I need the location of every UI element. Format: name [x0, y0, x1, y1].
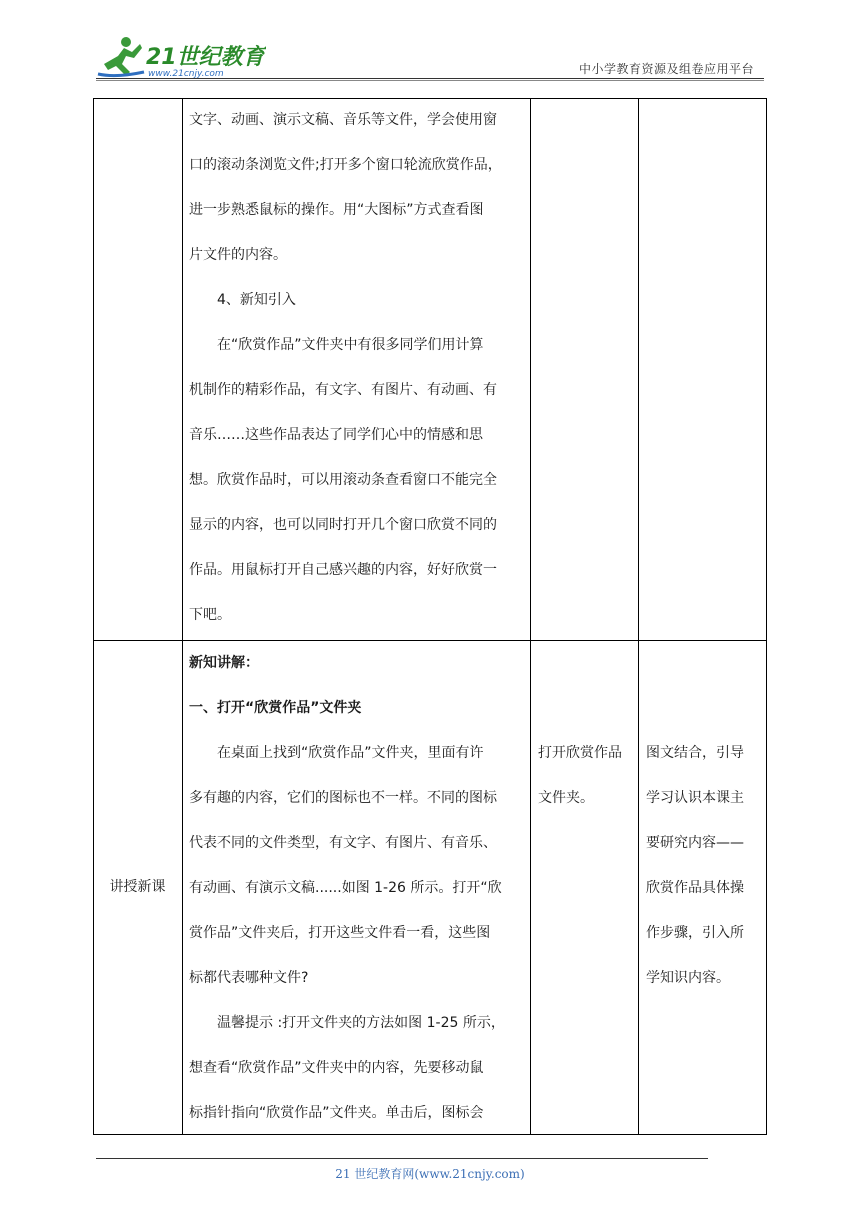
header-divider-thin [96, 80, 764, 81]
paragraph-line: 想查看“欣赏作品”文件夹中的内容，先要移动鼠 [189, 1060, 484, 1076]
runner-icon [98, 37, 144, 76]
logo-text: 21世纪教育 [146, 45, 265, 70]
paragraph-line: 口的滚动条浏览文件;打开多个窗口轮流欣赏作品， [189, 157, 502, 173]
paragraph-line: 多有趣的内容，它们的图标也不一样。不同的图标 [189, 790, 497, 806]
logo-url: www.21cnjy.com [148, 69, 224, 79]
intent-line: 欣赏作品具体操 [646, 880, 744, 896]
section-title: 新知讲解： [189, 655, 259, 671]
paragraph-line: 文字、动画、演示文稿、音乐等文件，学会使用窗 [189, 112, 497, 128]
column-divider [530, 99, 531, 1134]
paragraph-line: 赏作品”文件夹后，打开这些文件看一看，这些图 [189, 925, 491, 941]
row1-content [189, 98, 527, 638]
paragraph-line: 显示的内容，也可以同时打开几个窗口欣赏不同的 [189, 517, 497, 533]
paragraph-line: 在“欣赏作品”文件夹中有很多同学们用计算 [217, 337, 484, 353]
paragraph-line: 在桌面上找到“欣赏作品”文件夹，里面有许 [217, 745, 484, 761]
activity-line: 打开欣赏作品 [538, 745, 622, 761]
section-heading: 4、新知引入 [217, 292, 296, 308]
paragraph-line: 下吧。 [189, 607, 231, 623]
intent-line: 图文结合，引导 [646, 745, 744, 761]
row2-content [189, 641, 527, 1136]
paragraph-line: 有动画、有演示文稿......如图 1-26 所示。打开“欣 [189, 880, 502, 896]
stage-label: 讲授新课 [109, 879, 166, 895]
paragraph-line: 标指针指向“欣赏作品”文件夹。单击后，图标会 [189, 1105, 484, 1121]
platform-name: 中小学教育资源及组卷应用平台 [578, 62, 754, 76]
section-heading: 一、打开“欣赏作品”文件夹 [189, 700, 362, 716]
header-divider [96, 78, 764, 79]
footer-divider [96, 1158, 708, 1159]
paragraph-line: 进一步熟悉鼠标的操作。用“大图标”方式查看图 [189, 202, 484, 218]
paragraph-line: 作品。用鼠标打开自己感兴趣的内容，好好欣赏一 [189, 562, 497, 578]
column-divider [638, 99, 639, 1134]
intent-line: 要研究内容—— [646, 835, 744, 851]
paragraph-line: 标都代表哪种文件? [189, 970, 309, 986]
paragraph-line: 代表不同的文件类型，有文字、有图片、有音乐、 [189, 835, 497, 851]
paragraph-line: 音乐……这些作品表达了同学们心中的情感和思 [189, 427, 483, 443]
intent-line: 学习认识本课主 [646, 790, 744, 806]
design-intent [646, 731, 764, 1001]
paragraph-line: 想。欣赏作品时，可以用滚动条查看窗口不能完全 [189, 472, 497, 488]
column-divider [182, 99, 183, 1134]
paragraph-line: 温馨提示 :打开文件夹的方法如图 1-25 所示， [217, 1015, 505, 1031]
site-logo [96, 34, 266, 80]
intent-line: 作步骤，引入所 [646, 925, 744, 941]
student-activity [538, 731, 634, 821]
paragraph-line: 片文件的内容。 [189, 247, 287, 263]
activity-line: 文件夹。 [538, 790, 594, 806]
paragraph-line: 机制作的精彩作品，有文字、有图片、有动画、有 [189, 382, 497, 398]
footer-link[interactable]: 21 世纪教育网(www.21cnjy.com) [335, 1167, 525, 1181]
intent-line: 学知识内容。 [646, 970, 730, 986]
